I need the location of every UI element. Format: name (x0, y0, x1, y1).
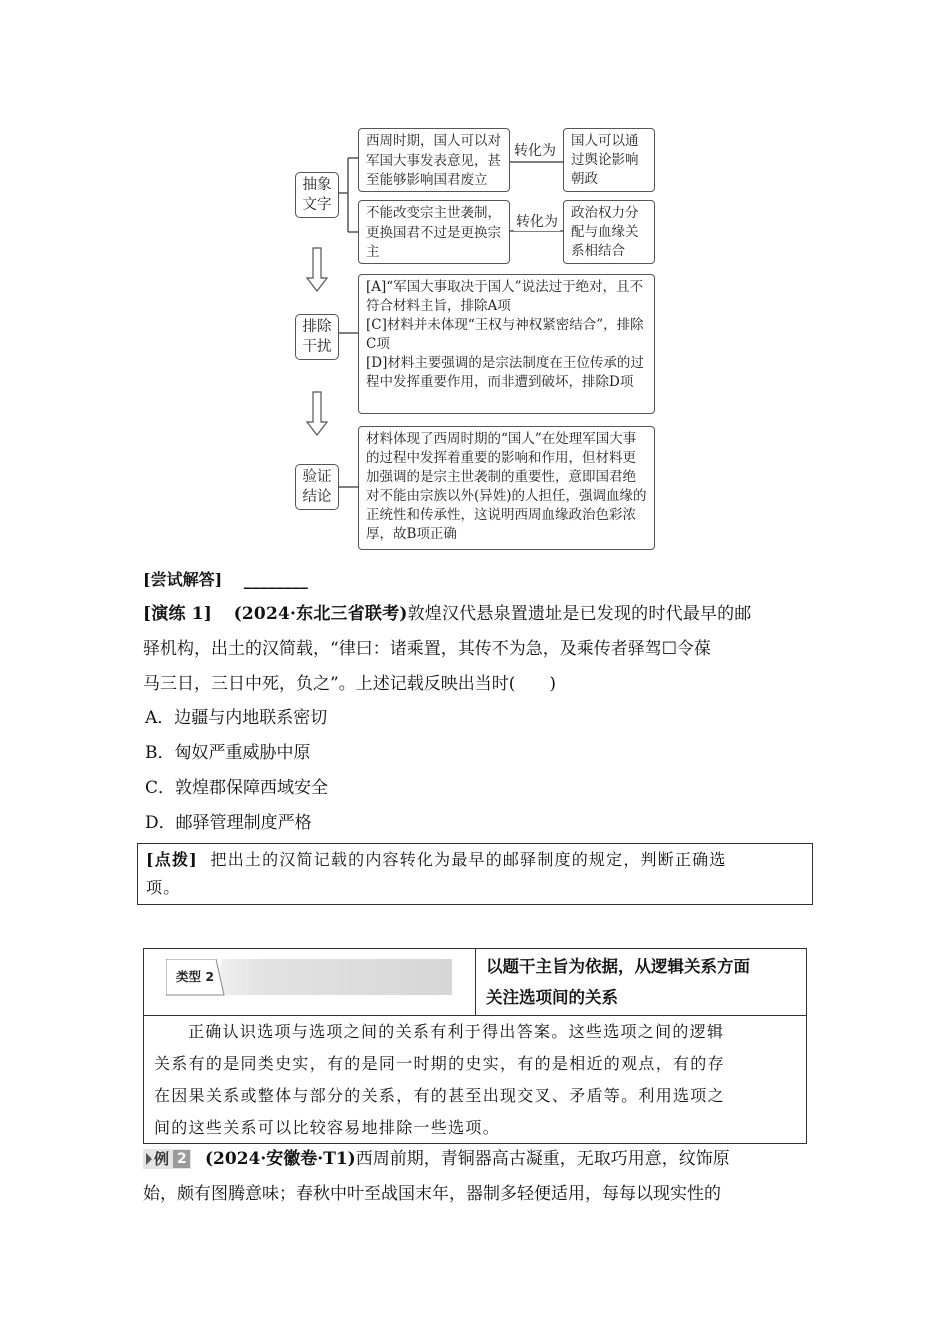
example-2-badge (143, 1149, 191, 1169)
exclusion-c: [C]材料并未体现“王权与神权紧密结合”，排除C项 (366, 317, 644, 352)
type-title-line-2: 关注选项间的关系 (486, 988, 618, 1007)
answer-blank[interactable]: ________ (243, 570, 308, 589)
hint-box (137, 843, 813, 905)
example-2-line-1 (205, 1142, 810, 1177)
exercise-1-source: (2024·东北三省联考) (233, 604, 408, 624)
exercise-1-label: [演练 1] (143, 604, 213, 624)
result-box-2: 政治权力分配与血缘关系相结合 (563, 200, 655, 264)
option-d[interactable]: D．邮驿管理制度严格 (145, 813, 312, 833)
result-box-1: 国人可以通过舆论影响朝政 (563, 128, 655, 192)
down-arrow-icon (307, 392, 327, 435)
example-2-number: 2 (177, 1151, 187, 1167)
type-title-line-1: 以题干主旨为依据，从逻辑关系方面 (486, 957, 750, 976)
exclusion-a: [A]“军国大事取决于国人”说法过于绝对，且不符合材料主旨，排除A项 (366, 279, 644, 314)
exercise-1-text-1: 敦煌汉代悬泉置遗址是已发现的时代最早的邮 (407, 604, 752, 624)
stage-verify-conclusion: 验证结论 (295, 464, 339, 510)
down-arrow-icon (307, 248, 327, 291)
material-box-2: 不能改变宗主世袭制，更换国君不过是更换宗主 (358, 200, 510, 264)
hint-text-2: 项。 (146, 878, 181, 897)
example-2-text-1: 西周前期，青铜器高古凝重，无取巧用意，纹饰原 (355, 1149, 730, 1169)
type-body (154, 1016, 725, 1144)
type-body-line-4: 间的这些关系可以比较容易地排除一些选项。 (154, 1118, 501, 1137)
material-box-1: 西周时期，国人可以对军国大事发表意见，甚至能够影响国君废立 (358, 128, 510, 192)
type-body-line-1: 正确认识选项与选项之间的关系有利于得出答案。这些选项之间的逻辑 (188, 1022, 725, 1041)
answer-prompt-label: [尝试解答] (143, 570, 223, 589)
example-2-source: (2024·安徽卷·T1) (205, 1149, 356, 1169)
answer-prompt (143, 565, 308, 595)
exercise-1-line-1 (143, 597, 811, 632)
type-body-line-3: 在因果关系或整体与部分的关系，有的甚至出现交叉、矛盾等。利用选项之 (154, 1086, 725, 1105)
option-a[interactable]: A．边疆与内地联系密切 (145, 708, 328, 728)
type-section (143, 948, 807, 1144)
stage-abstract-text: 抽象文字 (295, 172, 339, 218)
conclusion-box: 材料体现了西周时期的“国人”在处理军国大事的过程中发挥着重要的影响和作用，但材料更加强调的是宗主世袭制的重要性，意即国君绝对不能由宗族以外(异姓)的人担任，强调血缘的正统性和传承性，这说明西周血缘政治色彩浓厚，故B项正确 (358, 426, 655, 550)
stage-exclude-interference: 排除干扰 (295, 314, 339, 360)
exercise-1-line-2: 驿机构，出土的汉简载，“律曰：诸乘置，其传不为急，及乘传者驿驾☐令葆 (143, 639, 711, 659)
convert-label-1: 转化为 (512, 140, 558, 160)
type-badge-cell (144, 949, 476, 1015)
exclusion-box (358, 274, 655, 414)
exercise-1-line-3: 马三日，三日中死，负之”。上述记载反映出当时( ) (143, 674, 556, 694)
type-title (486, 951, 750, 1013)
convert-label-2: 转化为 (514, 211, 560, 231)
hint-text-1: 把出土的汉简记载的内容转化为最早的邮驿制度的规定，判断正确选 (210, 850, 727, 869)
option-b[interactable]: B．匈奴严重威胁中原 (145, 743, 311, 763)
example-2-line-2: 始，颇有图腾意味；春秋中叶至战国末年，器制多轻便适用，每每以现实性的 (143, 1184, 721, 1204)
type-body-line-2: 关系有的是同类史实，有的是同一时期的史实，有的是相近的观点，有的存 (154, 1054, 725, 1073)
hint-label: [点拨] (146, 850, 198, 869)
exclusion-d: [D]材料主要强调的是宗法制度在王位传承的过程中发挥重要作用，而非遭到破坏，排除D项 (366, 355, 644, 390)
example-2-tag: 例 (154, 1150, 170, 1168)
option-c[interactable]: C．敦煌郡保障西域安全 (145, 778, 329, 798)
type-badge: 类型 2 (176, 969, 215, 984)
